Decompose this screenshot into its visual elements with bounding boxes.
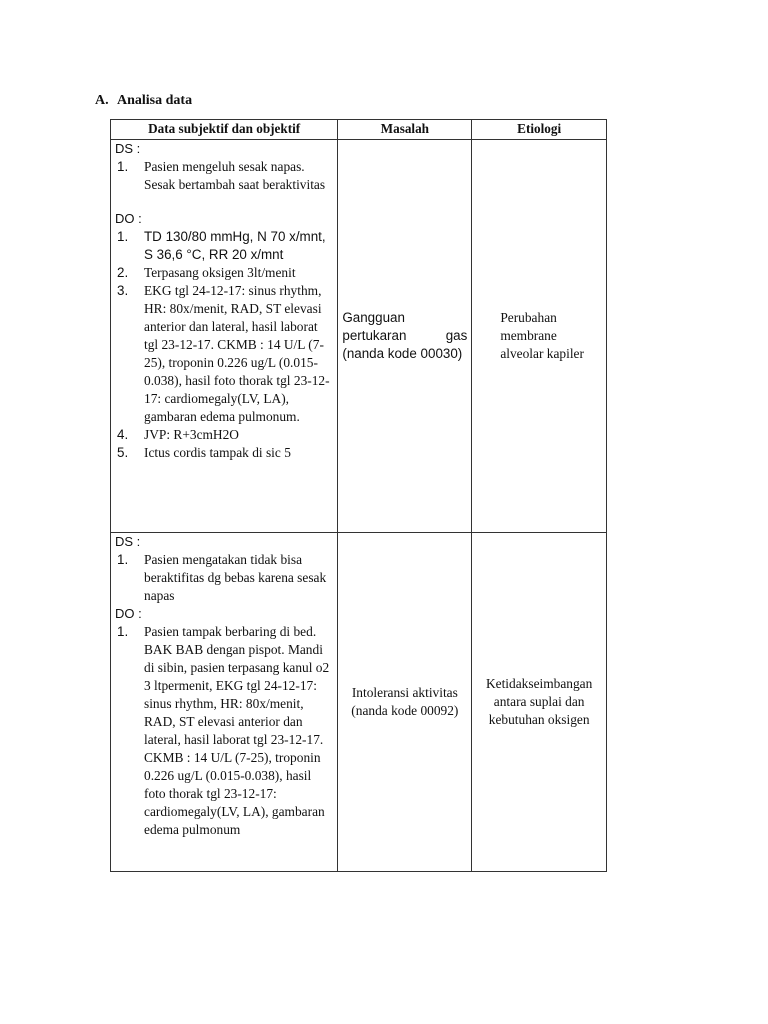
- etiologi-cell: [472, 140, 607, 533]
- etiologi-cell: [472, 533, 607, 872]
- ds-label: DS :: [115, 534, 141, 549]
- do-label: DO :: [115, 606, 142, 621]
- header-masalah: Masalah: [338, 120, 472, 140]
- analysis-table: [110, 119, 607, 872]
- list-item: 2. Terpasang oksigen 3lt/menit: [117, 265, 296, 280]
- table-header-row: [111, 120, 607, 140]
- do-list: [115, 228, 333, 462]
- masalah-text: Intoleransi aktivitas (nanda kode 00092): [351, 685, 459, 718]
- list-item: 1. Pasien mengeluh sesak napas. Sesak bertambah saat beraktivitas: [117, 159, 326, 192]
- etiologi-text: Ketidakseimbangan antara suplai dan kebutuhan oksigen: [485, 676, 593, 727]
- do-label: DO :: [115, 211, 142, 226]
- list-item: 1. Pasien mengatakan tidak bisa beraktifitas dg bebas karena sesak napas: [117, 552, 327, 603]
- data-cell: [111, 533, 338, 872]
- ds-list: [115, 158, 333, 194]
- list-item: 3. EKG tgl 24-12-17: sinus rhythm, HR: 80x/menit, RAD, ST elevasi anterior dan lateral, hasil laborat tgl 23-12-17. CKMB : 14 U/L (7-25), troponin 0.226 ug/L (0.015-0.038), hasil foto thorak tgl 23-12-17: cardiomegaly(LV, LA), gambaran edema pulmonum.: [117, 283, 330, 424]
- masalah-text: Gangguan pertukaran gas (nanda kode 00030): [342, 310, 468, 361]
- header-etiologi: Etiologi: [472, 120, 607, 140]
- table-row: [111, 533, 607, 872]
- ds-label: DS :: [115, 141, 141, 156]
- list-item: 1. TD 130/80 mmHg, N 70 x/mnt, S 36,6 °C, RR 20 x/mnt: [117, 229, 326, 262]
- header-data: Data subjektif dan objektif: [111, 120, 338, 140]
- masalah-cell: [338, 533, 472, 872]
- data-cell: [111, 140, 338, 533]
- etiologi-text: Perubahan membrane alveolar kapiler: [500, 310, 584, 361]
- list-item: 1. Pasien tampak berbaring di bed. BAK BAB dengan pispot. Mandi di sibin, pasien terpasang kanul o2 3 ltpermenit, EKG tgl 24-12-17: sinus rhythm, HR: 80x/menit, RAD, ST elevasi anterior dan lateral, hasil laborat tgl 23-12-17. CKMB : 14 U/L (7-25), troponin 0.226 ug/L (0.015-0.038), hasil foto thorak tgl 23-12-17: cardiomegaly(LV, LA), gambaran edema pulmonum: [117, 624, 330, 837]
- list-item: 4. JVP: R+3cmH2O: [117, 427, 239, 442]
- do-list: [115, 623, 333, 839]
- section-title: Analisa data: [117, 93, 193, 108]
- section-number: A.: [95, 93, 109, 108]
- section-heading: [95, 93, 192, 109]
- list-item: 5. Ictus cordis tampak di sic 5: [117, 445, 291, 460]
- masalah-cell: [338, 140, 472, 533]
- table-row: [111, 140, 607, 533]
- ds-list: [115, 551, 333, 605]
